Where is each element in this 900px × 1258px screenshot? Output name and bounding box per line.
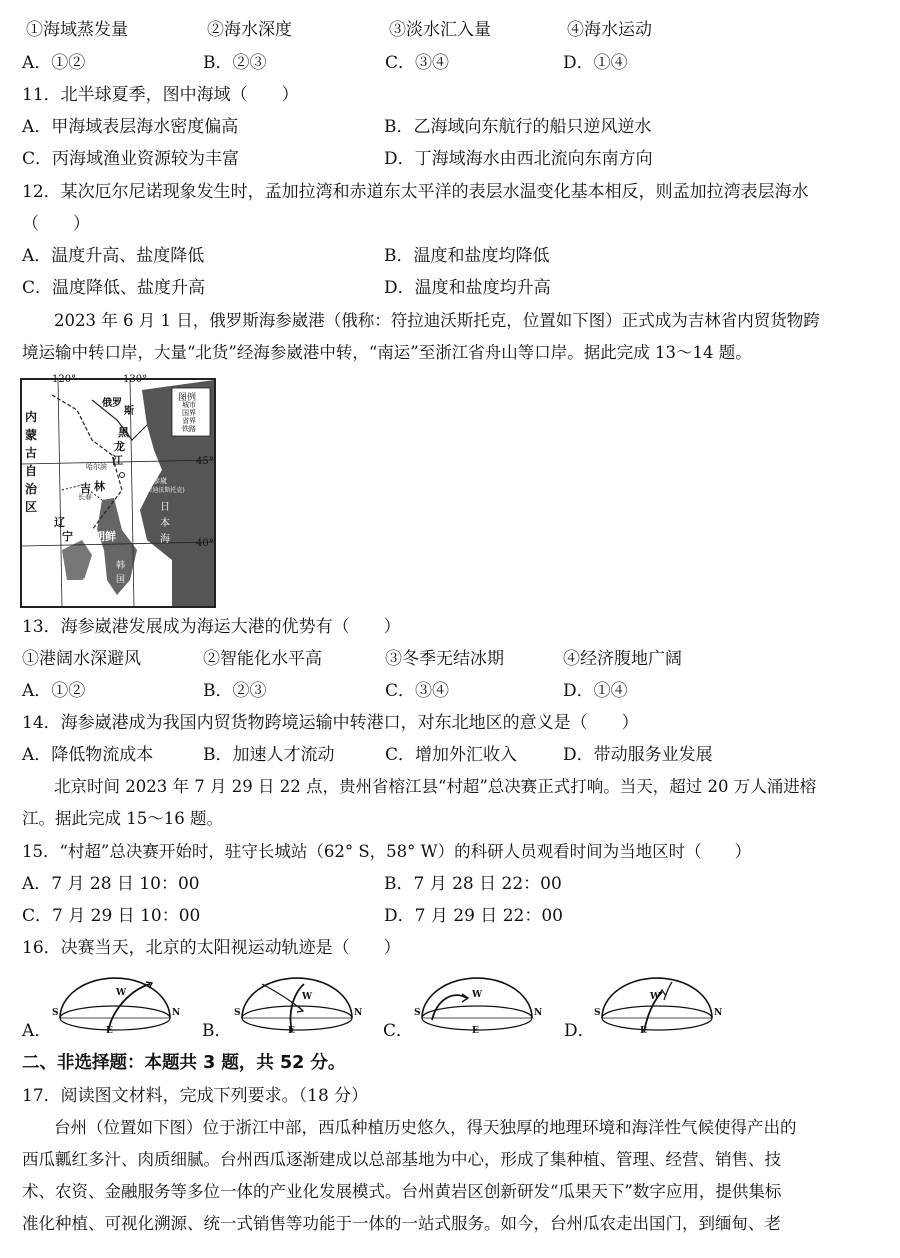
- map-label: 古: [25, 446, 38, 460]
- choice-d[interactable]: D．①④: [563, 53, 628, 73]
- map-label: 区: [25, 500, 38, 514]
- map-lon-130: 130°: [123, 374, 148, 385]
- map-label-russia: 斯: [124, 406, 134, 417]
- q13-choice-a[interactable]: A．①②: [22, 681, 86, 701]
- dir-e: E: [472, 1026, 479, 1036]
- dir-s: S: [594, 1008, 601, 1018]
- q12-row2: [22, 277, 882, 299]
- q12-choice-c[interactable]: C．温度降低、盐度升高: [22, 278, 206, 298]
- choice-a[interactable]: A．①②: [22, 53, 86, 73]
- dir-e: E: [640, 1026, 647, 1036]
- map-lon-120: 120°: [52, 374, 77, 385]
- map-label-jilin: 林: [94, 480, 105, 493]
- passage1-line2: 境运输中转口岸，大量“北货”经海参崴港中转，“南运”至浙江省舟山等口岸。据此完成 13～14 题。: [22, 343, 752, 362]
- passage1-line1: 2023 年 6 月 1 日，俄罗斯海参崴港（俄称：符拉迪沃斯托克，位置如下图）正式成为吉林省内贸货物跨: [54, 311, 820, 330]
- q16-stem: 16．决赛当天，北京的太阳视运动轨迹是（ ）: [22, 938, 401, 958]
- option-3: ③淡水汇入量: [389, 20, 491, 40]
- northeast-asia-map: [20, 374, 216, 608]
- dir-w: W: [472, 990, 483, 1000]
- map-label: 自: [25, 464, 38, 478]
- q11-choice-c[interactable]: C．丙海域渔业资源较为丰富: [22, 149, 240, 169]
- q11-choice-b[interactable]: B．乙海域向东航行的船只逆风逆水: [384, 117, 652, 137]
- q13-option-1: ①港阔水深避风: [22, 649, 141, 669]
- map-legend-border: 国界: [182, 409, 196, 417]
- choice-b[interactable]: B．②③: [203, 53, 267, 73]
- sun-path-diagram-b[interactable]: [232, 970, 362, 1036]
- dir-s: S: [414, 1008, 421, 1018]
- option-2: ②海水深度: [207, 20, 292, 40]
- q12-choice-a[interactable]: A．温度升高、盐度降低: [22, 246, 205, 266]
- q14-stem: 14．海参崴港成为我国内贸货物跨境运输中转港口，对东北地区的意义是（ ）: [22, 713, 639, 733]
- map-legend-railway: 铁路: [182, 425, 196, 433]
- q15-choice-b[interactable]: B．7 月 28 日 22：00: [384, 874, 562, 894]
- q11-stem: 11．北半球夏季，图中海域（ ）: [22, 85, 299, 105]
- map-label-sea-of-japan: 本: [160, 518, 170, 529]
- dir-e: E: [106, 1026, 113, 1036]
- q10-options-row: [26, 19, 886, 41]
- q15-stem: 15．“村超”总决赛开始时，驻守长城站（62° S，58° W）的科研人员观看时间为当地区时（ ）: [22, 842, 752, 861]
- q10-choices-row: [22, 52, 882, 74]
- q13-choices-row: [22, 680, 882, 702]
- q11-choice-a[interactable]: A．甲海域表层海水密度偏高: [22, 117, 239, 137]
- q11-choice-d[interactable]: D．丁海域海水由西北流向东南方向: [384, 149, 653, 169]
- passage2-line2: 江。据此完成 15～16 题。: [22, 809, 223, 828]
- map-label-liaoning: 辽: [54, 516, 65, 529]
- dir-n: N: [354, 1008, 363, 1018]
- dir-n: N: [534, 1008, 543, 1018]
- map-label-jilin: 吉: [80, 482, 91, 495]
- sun-path-diagram-d[interactable]: [592, 970, 722, 1036]
- map-label-korea-south: 国: [116, 575, 126, 585]
- q15-row1: [22, 873, 882, 895]
- q13-option-4: ④经济腹地广阔: [563, 649, 682, 669]
- map-label-sea-of-japan: 海: [160, 534, 170, 545]
- map-label-heilongjiang: 黑: [118, 426, 129, 439]
- map-legend-title: 图例: [178, 393, 197, 403]
- q17-paragraph-line3: 术、农资、金融服务等多位一体的产业化发展模式。台州黄岩区创新研发“瓜果天下”数字应用，提供集标: [22, 1182, 782, 1201]
- map-label-korea-north: 朝鲜: [94, 530, 116, 543]
- dir-w: W: [650, 992, 661, 1002]
- map-label-sea-of-japan: 日: [160, 502, 170, 513]
- q12-stem: 12．某次厄尔尼诺现象发生时，孟加拉湾和赤道东太平洋的表层水温变化基本相反，则孟加拉湾表层海水: [22, 182, 809, 202]
- q11-row1: [22, 116, 882, 138]
- map-lat-40: 40°: [196, 538, 214, 549]
- map-label-yellow-sea: 黄: [80, 579, 90, 589]
- q14-choice-a[interactable]: A．降低物流成本: [22, 745, 154, 765]
- sun-path-diagram-c[interactable]: [412, 970, 542, 1036]
- map-label-vladivostok-alt: (符拉迪沃斯托克): [138, 487, 185, 494]
- dir-s: S: [52, 1008, 59, 1018]
- map-legend-province: 省界: [182, 417, 196, 425]
- map-label-korea-south: 韩: [116, 561, 126, 571]
- q15-choice-a[interactable]: A．7 月 28 日 10：00: [22, 874, 200, 894]
- map-label-vladivostok: 海参崴: [146, 477, 167, 485]
- map-label: 内: [25, 410, 38, 424]
- q13-choice-d[interactable]: D．①④: [563, 681, 628, 701]
- sun-path-diagram-a[interactable]: [50, 970, 180, 1036]
- q12-stem-paren: （ ）: [22, 214, 90, 234]
- map-label-heilongjiang: 江: [112, 454, 123, 467]
- section-2-heading: 二、非选择题：本题共 3 题，共 52 分。: [22, 1053, 346, 1073]
- q13-option-3: ③冬季无结冰期: [385, 649, 504, 669]
- q12-row1: [22, 245, 882, 267]
- map-label-heilongjiang: 龙: [114, 440, 125, 453]
- q17-paragraph-line4: 准化种植、可视化溯源、统一式销售等功能于一体的一站式服务。如今，台州瓜农走出国门，到缅甸、老: [22, 1214, 781, 1233]
- option-1: ①海域蒸发量: [26, 20, 128, 40]
- dir-n: N: [172, 1008, 181, 1018]
- q14-choice-d[interactable]: D．带动服务业发展: [563, 745, 713, 765]
- q15-row2: [22, 905, 882, 927]
- q13-choice-c[interactable]: C．③④: [385, 681, 450, 701]
- q17-stem: 17．阅读图文材料，完成下列要求。（18 分）: [22, 1086, 369, 1106]
- map-label-russia: 俄罗: [102, 398, 122, 409]
- q17-paragraph-line2: 西瓜瓤红多汁、肉质细腻。台州西瓜逐渐建成以总部基地为中心，形成了集种植、管理、经营、销售、技: [22, 1150, 781, 1169]
- q12-choice-b[interactable]: B．温度和盐度均降低: [384, 246, 550, 266]
- map-label-harbin: 哈尔滨: [86, 463, 107, 471]
- q17-paragraph-line1: 台州（位置如下图）位于浙江中部，西瓜种植历史悠久，得天独厚的地理环境和海洋性气候使得产出的: [54, 1118, 797, 1137]
- dir-w: W: [302, 992, 313, 1002]
- map-label-liaoning: 宁: [62, 530, 73, 543]
- q14-choices-row: [22, 744, 882, 766]
- dir-n: N: [714, 1008, 723, 1018]
- map-label-yellow-sea: 海: [80, 591, 90, 601]
- passage2-line1: 北京时间 2023 年 7 月 29 日 22 点，贵州省榕江县“村超”总决赛正式打响。当天，超过 20 万人涌进榕: [54, 777, 817, 796]
- option-4: ④海水运动: [567, 20, 652, 40]
- q13-options-row: [22, 648, 882, 670]
- q14-choice-b[interactable]: B．加速人才流动: [203, 745, 335, 765]
- dir-e: E: [288, 1026, 295, 1036]
- q13-option-2: ②智能化水平高: [203, 649, 322, 669]
- dir-s: S: [234, 1008, 241, 1018]
- q12-choice-d[interactable]: D．温度和盐度均升高: [384, 278, 551, 298]
- q16-choice-d-label[interactable]: D．: [564, 1021, 595, 1041]
- q13-choice-b[interactable]: B．②③: [203, 681, 267, 701]
- choice-c[interactable]: C．③④: [385, 53, 450, 73]
- q14-choice-c[interactable]: C．增加外汇收入: [385, 745, 518, 765]
- map-label: 治: [25, 482, 38, 496]
- q11-row2: [22, 148, 882, 170]
- q15-choice-c[interactable]: C．7 月 29 日 10：00: [22, 906, 201, 926]
- q15-choice-d[interactable]: D．7 月 29 日 22：00: [384, 906, 563, 926]
- q16-choice-b-label[interactable]: B．: [202, 1021, 232, 1041]
- q16-choice-a-label[interactable]: A．: [22, 1021, 52, 1041]
- dir-w: W: [116, 988, 127, 998]
- map-legend-city: 城市: [182, 401, 196, 409]
- q16-choice-c-label[interactable]: C．: [383, 1021, 414, 1041]
- q13-stem: 13．海参崴港发展成为海运大港的优势有（ ）: [22, 617, 401, 637]
- map-lat-45: 45°: [196, 456, 214, 467]
- map-label-changchun: 长春: [78, 493, 92, 501]
- map-label: 蒙: [25, 428, 38, 442]
